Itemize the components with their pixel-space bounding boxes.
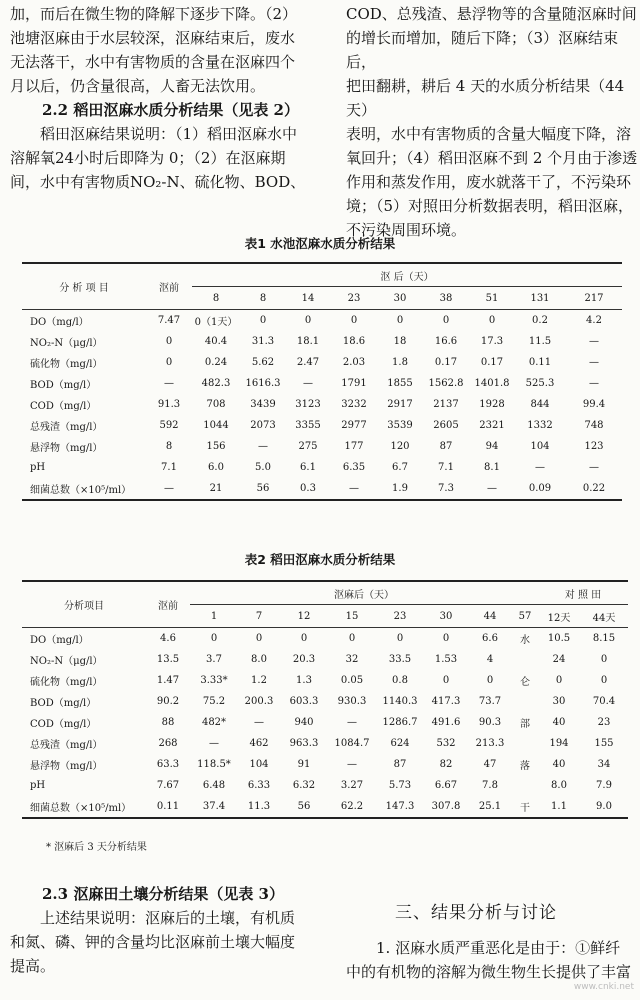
table1-cell: — <box>589 462 599 473</box>
table2-cell: — <box>254 717 264 728</box>
table2-day-header: 12 <box>297 610 311 622</box>
table2-cell: 7.67 <box>156 780 180 791</box>
table2-cell: 20.3 <box>292 654 316 665</box>
table2-cell: 4 <box>486 654 494 665</box>
table2-header-control: 对 照 田 <box>538 581 628 605</box>
table2-cell: 5.73 <box>388 780 412 791</box>
table2-cell: 1140.3 <box>382 696 418 707</box>
table1-cell: 7.3 <box>422 478 470 500</box>
table1-cell: 177 <box>344 441 364 452</box>
table2-item-label: pH <box>30 780 46 791</box>
text-line: 和氮、磷、钾的含量均比沤麻前土壤大幅度 <box>10 933 296 951</box>
table2-item-label: 总残渣（mg/l） <box>30 740 103 751</box>
table1-cell: 1044 <box>203 420 229 431</box>
table1-day-header: 131 <box>530 292 550 304</box>
table2-day-header: 44 <box>483 610 497 622</box>
table2-cell: 部 <box>520 719 530 730</box>
table2-cell: 0 <box>555 675 563 686</box>
table2-cell: 73.7 <box>478 696 502 707</box>
table2-cell: 1.53 <box>434 654 458 665</box>
text-line: COD、总残渣、悬浮物等的含量随沤麻时间 <box>346 5 637 23</box>
table1-cell: 2605 <box>433 420 459 431</box>
table1-cell: 99.4 <box>582 399 606 410</box>
table1-cell: 6.35 <box>342 462 366 473</box>
table2-cell: 6.33 <box>247 780 271 791</box>
table1-cell: 7.1 <box>438 462 454 473</box>
table2-cell: 0 <box>442 675 450 686</box>
table1-cell: 748 <box>584 420 604 431</box>
table2-item-label: 悬浮物（mg/l） <box>30 761 103 772</box>
text-line: 月以后，仍含量很高，人畜无法饮用。 <box>10 77 266 95</box>
section-3-heading: 三、结果分析与讨论 <box>395 903 557 923</box>
table1-cell: 56 <box>240 478 286 500</box>
table2-row <box>22 628 628 650</box>
table1-day-header: 51 <box>485 292 499 304</box>
text-line: 上述结果说明：沤麻后的土壤，有机质 <box>40 909 296 927</box>
table2-cell: 0 <box>376 628 424 650</box>
text-line: 作用和蒸发作用，废水就落干了，不污染环 <box>346 173 632 191</box>
left-column-top <box>10 2 330 194</box>
table2-footnote: * 沤麻后 3 天分析结果 <box>46 842 147 853</box>
table2-row <box>22 691 628 712</box>
table1-cell: 7.47 <box>146 310 192 332</box>
section-2-3-heading: 2.3 沤麻田土壤分析结果（见表 3） <box>42 885 284 903</box>
table2-cell: — <box>209 738 219 749</box>
right-column-bottom <box>346 936 638 984</box>
table2-cell: 0 <box>238 628 280 650</box>
table1-cell: 0.17 <box>480 357 504 368</box>
text-line: 的增长而增加，随后下降；（3）沤麻结束后， <box>346 29 619 71</box>
table2-cell: 25.1 <box>468 796 512 818</box>
table1-row <box>22 394 622 415</box>
table1-cell: 6.7 <box>392 462 408 473</box>
table1-cell: 0.11 <box>528 357 552 368</box>
table2-cell: 963.3 <box>289 738 319 749</box>
table1-cell: 0 <box>470 310 514 332</box>
table2-cell: 62.2 <box>328 796 376 818</box>
table1-cell: 3232 <box>341 399 367 410</box>
table2-cell: 24 <box>552 654 566 665</box>
table2-cell: 90.2 <box>156 696 180 707</box>
table1-cell: 3355 <box>295 420 321 431</box>
table2-cell: 0 <box>486 675 494 686</box>
table1-cell: 844 <box>530 399 550 410</box>
table1-cell: 1.9 <box>378 478 422 500</box>
table2-cell: 624 <box>390 738 410 749</box>
table2-cell: 0 <box>600 675 608 686</box>
table1-cell: 31.3 <box>251 336 275 347</box>
table2-item-label: 细菌总数（×10⁵/ml） <box>22 796 146 818</box>
table1-cell: 2073 <box>250 420 276 431</box>
table1-cell: 18.6 <box>342 336 366 347</box>
table1-cell: 5.0 <box>255 462 271 473</box>
text-line: 无法落干，水中有害物质的含量在沤麻四个 <box>10 53 296 71</box>
section-2-2-heading: 2.2 稻田沤麻水质分析结果（见表 2） <box>42 101 299 119</box>
text-line: 中的有机物的溶解为微生物生长提供了丰富 <box>346 963 632 981</box>
table1-cell: 482.3 <box>201 378 231 389</box>
table1-cell: 0.2 <box>514 310 566 332</box>
table2-cell: 1.2 <box>251 675 267 686</box>
table2-cell: 87 <box>393 759 407 770</box>
table2-cell: 6.6 <box>468 628 512 650</box>
table2-cell: 0 <box>600 654 608 665</box>
table2-cell <box>512 649 538 670</box>
table2-cell: 63.3 <box>156 759 180 770</box>
table2-row <box>22 733 628 754</box>
table2-cell: 118.5* <box>197 759 231 770</box>
table1-row <box>22 352 622 373</box>
table1-day-header: 23 <box>347 292 361 304</box>
table1-cell: 4.2 <box>566 310 622 332</box>
table2-row <box>22 649 628 670</box>
table1-item-label: 硫化物（mg/l） <box>30 359 103 370</box>
table2-cell: 4.6 <box>146 628 190 650</box>
table1-cell: 2.47 <box>296 357 320 368</box>
table1-item-label: 悬浮物（mg/l） <box>30 443 103 454</box>
table2-day-header: 7 <box>255 610 263 622</box>
table1-cell: 0.17 <box>434 357 458 368</box>
text-line: 表明，水中有害物质的含量大幅度下降，溶 <box>346 125 632 143</box>
table2-cell: 90.3 <box>478 717 502 728</box>
table2-cell: 37.4 <box>190 796 238 818</box>
table1-cell: 0（1天） <box>192 310 240 332</box>
table2-row <box>22 670 628 691</box>
table1-cell: 592 <box>159 420 179 431</box>
table2-cell: 155 <box>594 738 614 749</box>
table1-cell: 2917 <box>387 399 413 410</box>
table2-cell: 70.4 <box>592 696 616 707</box>
table2-item-label: BOD（mg/l） <box>30 698 97 709</box>
table2-cell: — <box>347 717 357 728</box>
table2-cell: 0.8 <box>392 675 408 686</box>
table2-cell: 75.2 <box>202 696 226 707</box>
table2-cell: 0 <box>424 628 468 650</box>
table2-cell <box>512 775 538 796</box>
table2-cell <box>512 733 538 754</box>
table1-cell: 0 <box>378 310 422 332</box>
table2-cell: 0 <box>328 628 376 650</box>
table2-cell: 11.3 <box>238 796 280 818</box>
table2-cell: 532 <box>436 738 456 749</box>
table2-cell: 104 <box>249 759 269 770</box>
table1-row <box>22 373 622 394</box>
table1-cell: 0.24 <box>204 357 228 368</box>
table1-cell: 275 <box>298 441 318 452</box>
table2-item-label: 硫化物（mg/l） <box>30 677 103 688</box>
text-line: 1. 沤麻水质严重恶化是由于：①鲜纤 <box>376 939 621 957</box>
table2-cell: 7.8 <box>482 780 498 791</box>
table2-cell: 307.8 <box>424 796 468 818</box>
table1-cell: — <box>258 441 268 452</box>
table1-cell: — <box>164 378 174 389</box>
text-line: 溶解氧24小时后即降为 0；（2）在沤麻期 <box>10 149 286 167</box>
table1-cell: 6.0 <box>208 462 224 473</box>
table1-cell: 525.3 <box>525 378 555 389</box>
table1-cell: 3539 <box>387 420 413 431</box>
table1-day-header: 8 <box>212 292 220 304</box>
table2-cell: 930.3 <box>337 696 367 707</box>
table2-row <box>22 712 628 733</box>
table2-cell: 34 <box>597 759 611 770</box>
table1-cell: 16.6 <box>434 336 458 347</box>
table2-header-after: 沤麻后（天） <box>190 581 538 605</box>
table2-cell: 603.3 <box>289 696 319 707</box>
table2-cell: 33.5 <box>388 654 412 665</box>
table1-cell: 2977 <box>341 420 367 431</box>
table2-cell: 3.27 <box>340 780 364 791</box>
table2-cell: 9.0 <box>580 796 628 818</box>
table1-item-label: COD（mg/l） <box>30 401 97 412</box>
table1-cell: 17.3 <box>480 336 504 347</box>
table2-body <box>22 628 628 819</box>
text-line: 加，而后在微生物的降解下逐步下降。（2） <box>10 5 298 23</box>
table2-cell: 40 <box>552 717 566 728</box>
text-line: 氧回升；（4）稻田沤麻不到 2 个月由于渗透 <box>346 149 638 167</box>
table1-cell: 2.03 <box>342 357 366 368</box>
table1-cell: 104 <box>530 441 550 452</box>
table1-day-header: 14 <box>301 292 315 304</box>
table2-cell: 干 <box>512 796 538 818</box>
table1-cell: 1855 <box>387 378 413 389</box>
table2-cell: 8.15 <box>580 628 628 650</box>
table1-day-header: 8 <box>259 292 267 304</box>
table1-cell: 120 <box>390 441 410 452</box>
table1-cell: — <box>470 478 514 500</box>
text-line: 把田翻耕，耕后 4 天的水质分析结果（44天） <box>346 77 625 119</box>
table1-item-label: 细菌总数（×10⁵/ml） <box>22 478 146 500</box>
right-column-top <box>346 2 638 242</box>
table1-caption: 表1 水池沤麻水质分析结果 <box>244 236 396 251</box>
table1-header-after: 沤 后（天） <box>192 263 622 287</box>
table1-cell: 8.1 <box>484 462 500 473</box>
table1-cell: 1.8 <box>392 357 408 368</box>
table1-cell: 0 <box>330 310 378 332</box>
table1-cell: — <box>146 478 192 500</box>
table2-cell: 8.0 <box>551 780 567 791</box>
table2-cell: 3.7 <box>206 654 222 665</box>
text-line: 稻田沤麻结果说明：（1）稻田沤麻水中 <box>40 125 298 143</box>
table2-day-header: 44天 <box>592 612 616 624</box>
table1-cell: 2137 <box>433 399 459 410</box>
table1-item-label: pH <box>30 462 46 473</box>
table1-header-before: 沤前 <box>146 263 192 310</box>
table2-cell: 40 <box>552 759 566 770</box>
table2-cell: 491.6 <box>431 717 461 728</box>
table1-day-header: 30 <box>393 292 407 304</box>
table1-cell: — <box>589 357 599 368</box>
table2-cell: 0.11 <box>146 796 190 818</box>
table2-cell: 10.5 <box>538 628 580 650</box>
table1 <box>22 262 622 501</box>
table1-cell: 0 <box>165 357 173 368</box>
table1-cell: 156 <box>206 441 226 452</box>
table2-cell: 1.47 <box>156 675 180 686</box>
table1-cell: 123 <box>584 441 604 452</box>
table1-row <box>22 457 622 478</box>
table2-cell: 30 <box>552 696 566 707</box>
table1-cell: 18 <box>393 336 407 347</box>
table2-cell: 0.05 <box>340 675 364 686</box>
table1-cell: 5.62 <box>251 357 275 368</box>
table1-cell: 40.4 <box>204 336 228 347</box>
table1-row <box>22 415 622 436</box>
table1-cell: — <box>589 336 599 347</box>
table2-item-label: COD（mg/l） <box>30 719 97 730</box>
table2-cell: 1286.7 <box>382 717 418 728</box>
text-line: 提高。 <box>10 957 56 975</box>
table2-cell: 194 <box>549 738 569 749</box>
table1-item-label: DO（mg/l） <box>22 310 146 332</box>
table2-cell: 0 <box>280 628 328 650</box>
table1-cell: 3123 <box>295 399 321 410</box>
text-line: 不污染周围环境。 <box>346 221 467 239</box>
table1-cell: 18.1 <box>296 336 320 347</box>
table1-cell: 0 <box>240 310 286 332</box>
table2-cell: 6.32 <box>292 780 316 791</box>
table1-cell: 1562.8 <box>428 378 464 389</box>
table2-caption: 表2 稻田沤麻水质分析结果 <box>244 552 396 567</box>
table2-cell: 32 <box>345 654 359 665</box>
table2-cell: 1084.7 <box>334 738 370 749</box>
table1-cell: 0.09 <box>514 478 566 500</box>
table2-cell: 仑 <box>520 677 530 688</box>
table2-cell: 6.67 <box>434 780 458 791</box>
table2-day-header: 30 <box>439 610 453 622</box>
table2-cell: 462 <box>249 738 269 749</box>
table1-cell: — <box>535 462 545 473</box>
table2-cell: 1.1 <box>538 796 580 818</box>
table2-cell <box>512 691 538 712</box>
table2-row <box>22 796 628 818</box>
table1-cell: 3439 <box>250 399 276 410</box>
table2-cell: 940 <box>294 717 314 728</box>
table1-cell: 1928 <box>479 399 505 410</box>
table1-cell: 6.1 <box>300 462 316 473</box>
table2-day-header: 12天 <box>547 612 571 624</box>
table2-cell: 482* <box>201 717 227 728</box>
table1-item-label: NO₂-N（μg/l） <box>30 338 103 349</box>
table2-cell: 88 <box>161 717 175 728</box>
table2-item-label: DO（mg/l） <box>22 628 146 650</box>
table2-cell: 3.33* <box>200 675 228 686</box>
table2-cell: 147.3 <box>376 796 424 818</box>
text-line: 池塘沤麻由于水层较深，沤麻结束后，废水 <box>10 29 296 47</box>
table1-item-label: BOD（mg/l） <box>30 380 97 391</box>
table1-row <box>22 331 622 352</box>
table1-cell: 0.22 <box>566 478 622 500</box>
table1-cell: 94 <box>485 441 499 452</box>
table1-cell: 91.3 <box>157 399 181 410</box>
table1-row <box>22 478 622 500</box>
table1-cell: 0 <box>286 310 330 332</box>
table1-item-label: 总残渣（mg/l） <box>30 422 103 433</box>
table2 <box>22 580 628 819</box>
table2-cell: 417.3 <box>431 696 461 707</box>
table2-cell: 213.3 <box>475 738 505 749</box>
table2-day-header: 23 <box>393 610 407 622</box>
table1-cell: 0 <box>165 336 173 347</box>
table2-day-header: 57 <box>518 610 532 622</box>
text-line: 间，水中有害物质NO₂-N、硫化物、BOD、 <box>10 173 306 191</box>
table2-cell: 7.9 <box>596 780 612 791</box>
table1-cell: 2321 <box>479 420 505 431</box>
table1-row <box>22 310 622 332</box>
table1-day-header: 38 <box>439 292 453 304</box>
table1-cell: 11.5 <box>528 336 552 347</box>
table2-row <box>22 775 628 796</box>
table1-cell: 1401.8 <box>474 378 510 389</box>
table1-cell: 87 <box>439 441 453 452</box>
table2-cell: 8.0 <box>251 654 267 665</box>
table2-cell: 47 <box>483 759 497 770</box>
table1-cell: 21 <box>192 478 240 500</box>
table1-cell: — <box>303 378 313 389</box>
watermark: www.cnki.net <box>573 982 634 992</box>
table1-day-header: 217 <box>584 292 604 304</box>
table1-cell: 1616.3 <box>245 378 281 389</box>
table2-header-before: 沤前 <box>146 581 190 628</box>
table2-cell: 56 <box>280 796 328 818</box>
table2-header-item: 分析项目 <box>22 581 146 628</box>
table1-header-item: 分 析 项 目 <box>22 263 146 310</box>
table2-cell: 水 <box>512 628 538 650</box>
table2-cell: 268 <box>158 738 178 749</box>
table1-cell: 7.1 <box>161 462 177 473</box>
table2-day-header: 1 <box>210 610 218 622</box>
table2-cell: 23 <box>597 717 611 728</box>
table2-cell: 6.48 <box>202 780 226 791</box>
table1-body <box>22 310 622 501</box>
table1-cell: 1791 <box>341 378 367 389</box>
table2-cell: 82 <box>439 759 453 770</box>
table1-cell: 0 <box>422 310 470 332</box>
table1-cell: 708 <box>206 399 226 410</box>
table2-day-header: 15 <box>345 610 359 622</box>
table2-row <box>22 754 628 775</box>
table2-cell: 13.5 <box>156 654 180 665</box>
table2-cell: — <box>347 759 357 770</box>
table2-cell: 落 <box>520 761 530 772</box>
table2-cell: 1.3 <box>296 675 312 686</box>
table2-cell: 0 <box>190 628 238 650</box>
table1-cell: — <box>589 378 599 389</box>
left-column-bottom <box>10 882 330 978</box>
table1-cell: 8 <box>165 441 173 452</box>
table2-cell: 200.3 <box>244 696 274 707</box>
table1-row <box>22 436 622 457</box>
table2-cell: 91 <box>297 759 311 770</box>
text-line: 境；（5）对照田分析数据表明，稻田沤麻， <box>346 197 634 215</box>
table2-item-label: NO₂-N（μg/l） <box>30 656 103 667</box>
table1-cell: 0.3 <box>286 478 330 500</box>
table1-cell: 1332 <box>527 420 553 431</box>
table1-cell: — <box>330 478 378 500</box>
